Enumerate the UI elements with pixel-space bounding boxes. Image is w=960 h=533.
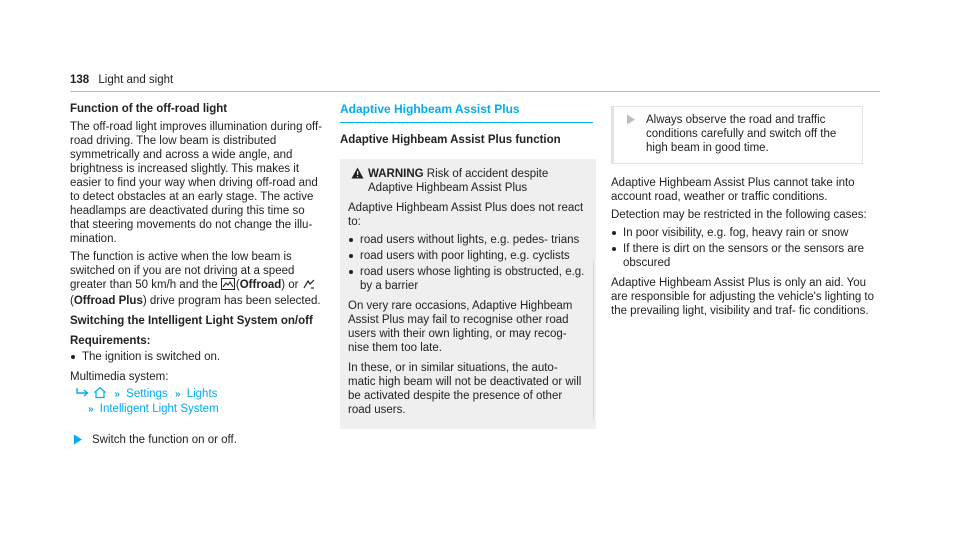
chevron-right-icon: » [174, 389, 181, 400]
nav-path-line-2 [70, 402, 326, 417]
warning-paragraph-3: In these, or in similar situations, the auto- matic high beam will not be deactivated or will be activated despite the presence of other road users. [348, 362, 582, 416]
warning-intro: Adaptive Highbeam Assist Plus does not react to: [348, 202, 584, 228]
detection-item-text: If there is dirt on the sensors or the sensors are obscured [623, 243, 864, 269]
warning-box [340, 159, 596, 429]
warning-header [348, 167, 588, 195]
offroad-label: Offroad [239, 279, 282, 291]
detection-item-text: In poor visibility, e.g. fog, heavy rain or snow [623, 227, 849, 239]
warning-triangle-icon [351, 167, 364, 183]
warning-item-text: road users with poor lighting, e.g. cyclists [360, 250, 570, 262]
column-divider [593, 260, 594, 420]
offroad-paragraph-1: The off-road light improves illumination during off-road driving. The low beam is distributed symmetrically and across a wide angle, and brightness is increased slightly. This makes it easier to find your way when driving off-road and to detect obstacles at an early stage. The active headlamps are deactivated during this time so that steering movements do not change the illu- mination. [70, 121, 323, 245]
requirements-label: Requirements: [70, 335, 151, 347]
warning-list [348, 233, 588, 293]
step-arrow-icon [73, 434, 83, 449]
page-header [70, 73, 173, 87]
note-text: Always observe the road and traffic conditions carefully and switch off the high beam in good time. [646, 114, 837, 154]
chevron-right-icon: » [114, 389, 120, 400]
info-paragraph-3: Adaptive Highbeam Assist Plus is only an aid. You are responsible for adjusting the vehicle's lighting to the prevailing light, visibility and traf- fic conditions. [611, 277, 875, 317]
switch-heading: Switching the Intelligent Light System on/off [70, 315, 313, 327]
column-offroad-light [70, 102, 326, 447]
chevron-right-icon: » [88, 404, 94, 415]
step-arrow-icon [626, 114, 636, 129]
list-item [611, 226, 881, 240]
column-highbeam-assist [340, 102, 596, 429]
sub-title: Adaptive Highbeam Assist Plus function [340, 134, 561, 146]
warning-label: WARNING [368, 168, 424, 180]
offroad-paragraph-2: The function is active when the low beam is switched on if you are not driving at a speed greater than 50 km/h and the (Offroad) or (Offroad Plus) drive program has been selected. [70, 251, 321, 307]
nav-arrow-icon [76, 388, 93, 400]
page-number: 138 [70, 74, 90, 86]
offroad-paragraph-2-a: The function is active when the low beam is switched on if you are not driving at a speed greater than 50 km/h and the [70, 251, 295, 291]
note-step [624, 113, 854, 155]
list-item [348, 249, 588, 263]
requirements-list [70, 350, 326, 364]
offroad-heading: Function of the off-road light [70, 103, 228, 115]
nav-intelligent-light-system[interactable]: Intelligent Light System [99, 403, 219, 415]
warning-item-text: road users without lights, e.g. pedes- trians [360, 234, 580, 246]
info-paragraph-2: Detection may be restricted in the following cases: [611, 209, 867, 221]
multimedia-label: Multimedia system: [70, 371, 169, 383]
chapter-title: Light and sight [98, 74, 174, 86]
warning-item-text: road users whose lighting is obstructed, e.g. by a barrier [360, 266, 585, 292]
header-divider [70, 91, 880, 92]
offroad-paragraph-2-b: ) or [281, 279, 299, 291]
warning-paragraph-2: On very rare occasions, Adaptive Highbeam Assist Plus may fail to recognise other road users with their own lighting, or may recog- nise them too late. [348, 300, 573, 354]
info-paragraph-1: Adaptive Highbeam Assist Plus cannot take into account road, weather or traffic conditions. [611, 177, 855, 203]
detection-list [611, 226, 881, 270]
offroad-plus-label: Offroad Plus [73, 295, 143, 307]
nav-settings[interactable]: Settings [126, 388, 168, 400]
requirement-text: The ignition is switched on. [82, 351, 221, 363]
list-item [70, 350, 326, 364]
section-title: Adaptive Highbeam Assist Plus [340, 102, 520, 116]
instruction-step [70, 433, 326, 447]
step-text: Switch the function on or off. [92, 434, 237, 446]
column-highbeam-info [611, 106, 881, 322]
list-item [348, 233, 588, 247]
section-title-underline [340, 122, 593, 123]
offroad-paragraph-2-c: ) drive program has been selected. [142, 295, 321, 307]
nav-lights[interactable]: Lights [186, 388, 218, 400]
offroad-mode-icon [221, 278, 235, 294]
list-item [348, 265, 588, 293]
offroad-plus-mode-icon [302, 278, 316, 294]
warning-text: Risk of accident despite Adaptive Highbeam Assist Plus [368, 168, 549, 194]
home-icon[interactable] [93, 388, 110, 400]
list-item [611, 242, 881, 270]
nav-path-line-1 [70, 386, 326, 402]
note-box [611, 106, 863, 164]
